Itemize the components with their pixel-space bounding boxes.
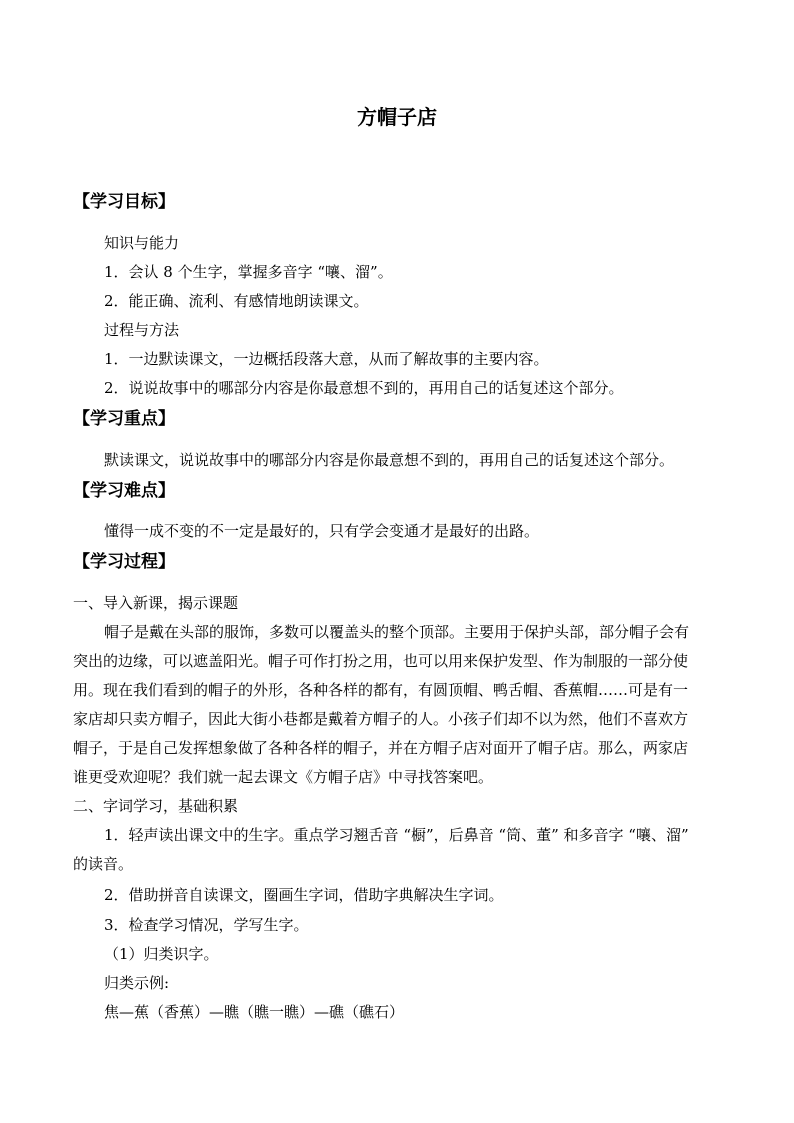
process-part2-title: 二、字词学习，基础积累	[73, 797, 239, 815]
document-title: 方帽子店	[357, 105, 437, 129]
difficulties-text: 懂得一成不变的不一定是最好的，只有学会变通才是最好的出路。	[104, 522, 540, 540]
objectives-item: 2．说说故事中的哪部分内容是你最意想不到的，再用自己的话复述这个部分。	[104, 379, 624, 397]
paragraph-line: 谁更受欢迎呢？我们就一起去课文《方帽子店》中寻找答案吧。	[73, 768, 494, 786]
key-points-text: 默读课文，说说故事中的哪部分内容是你最意想不到的，再用自己的话复述这个部分。	[104, 451, 675, 469]
process-item: 2．借助拼音自读课文，圈画生字词，借助字典解决生字词。	[104, 886, 504, 904]
paragraph-line: 帽子是戴在头部的服饰，多数可以覆盖头的整个顶部。主要用于保护头部，部分帽子会有	[104, 623, 690, 641]
objectives-item: 1．会认 8 个生字，掌握多音字 “嚷、溜”。	[104, 263, 393, 281]
process-subitem: （1）归类识字。	[104, 945, 219, 963]
key-points-heading: 【学习重点】	[73, 409, 175, 429]
objectives-heading: 【学习目标】	[73, 192, 175, 212]
process-heading: 【学习过程】	[73, 552, 175, 572]
paragraph-line: 突出的边缘，可以遮盖阳光。帽子可作打扮之用，也可以用来保护发型、作为制服的一部分使	[73, 652, 689, 670]
objectives-subheading-knowledge: 知识与能力	[104, 234, 180, 252]
example-text: 焦—蕉（香蕉）—瞧（瞧一瞧）—礁（礁石）	[104, 1003, 405, 1021]
paragraph-line: 的读音。	[73, 855, 134, 873]
paragraph-line: 帽子，于是自己发挥想象做了各种各样的帽子，并在方帽子店对面开了帽子店。那么，两家店	[73, 739, 689, 757]
process-part1-title: 一、导入新课，揭示课题	[73, 594, 239, 612]
difficulties-heading: 【学习难点】	[73, 481, 175, 501]
paragraph-line: 1．轻声读出课文中的生字。重点学习翘舌音 “橱”，后鼻音 “筒、董” 和多音字 “嚷、溜”	[104, 826, 689, 844]
paragraph-line: 用。现在我们看到的帽子的外形，各种各样的都有，有圆顶帽、鸭舌帽、香蕉帽……可是有一	[73, 681, 689, 699]
paragraph-line: 家店却只卖方帽子，因此大街小巷都是戴着方帽子的人。小孩子们却不以为然，他们不喜欢方	[73, 710, 689, 728]
objectives-item: 1．一边默读课文，一边概括段落大意，从而了解故事的主要内容。	[104, 350, 549, 368]
process-item: 3．检查学习情况，学写生字。	[104, 916, 309, 934]
example-label: 归类示例:	[104, 974, 170, 992]
objectives-item: 2．能正确、流利、有感情地朗读课文。	[104, 292, 369, 310]
objectives-subheading-process: 过程与方法	[104, 321, 180, 339]
